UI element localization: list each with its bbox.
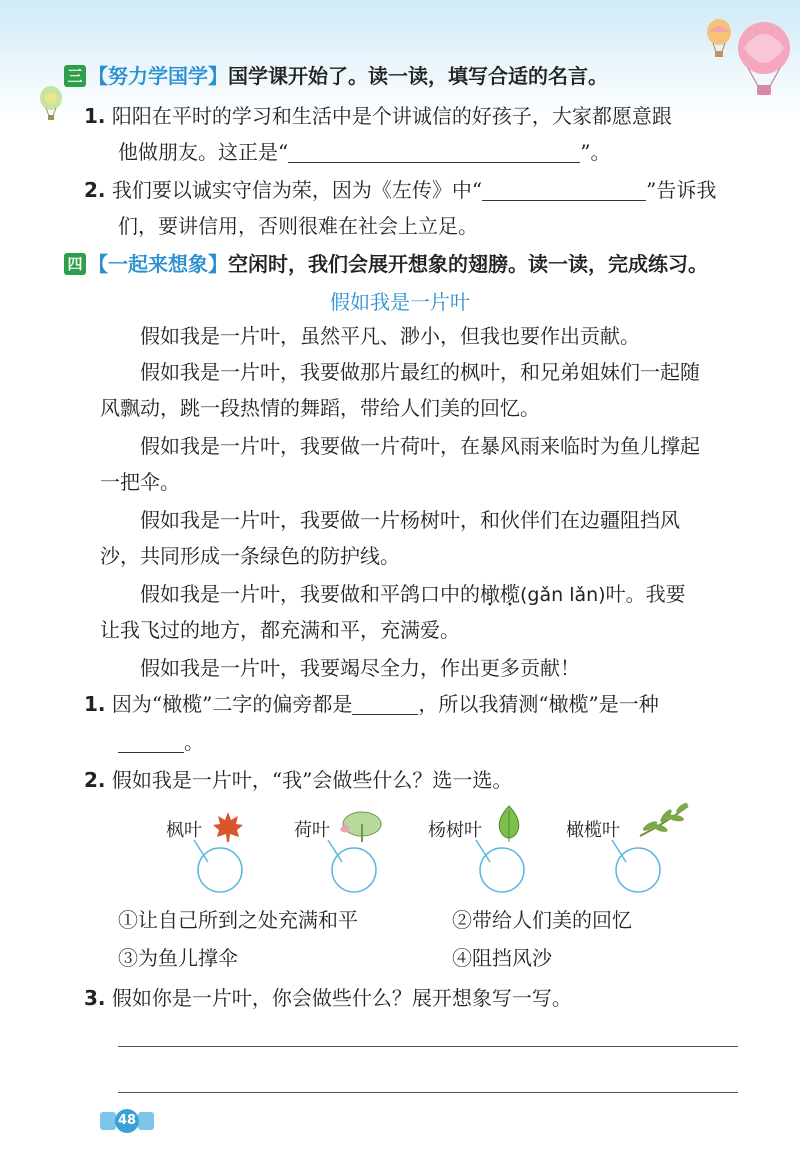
answer-blank[interactable] [288,142,580,163]
question-text: 他做朋友。这正是“ [118,140,289,164]
question-text: 我们要以诚实守信为荣，因为《左传》中“ [111,178,483,202]
leaf-label-olive: 橄榄叶 [566,820,620,841]
option-3: ③为鱼儿撑伞 [118,946,238,970]
question-number: 3. [84,986,106,1010]
question-text: ”。 [580,140,611,164]
writing-line[interactable] [118,1092,738,1093]
question-line [84,176,716,204]
question-line [84,690,659,718]
poem-text: 叶。我要 [605,582,686,606]
poem-paragraph: 假如我是一片叶，我要做一片杨树叶，和伙伴们在边疆阻挡风 [140,508,680,532]
question-line [118,138,610,166]
answer-bubble[interactable] [606,836,666,896]
leaf-label-poplar: 杨树叶 [428,820,482,841]
poem-paragraph: 假如我是一片叶，虽然平凡、渺小，但我也要作出贡献。 [140,324,640,348]
question-text: 阳阳在平时的学习和生活中是个讲诚信的好孩子，大家都愿意跟 [111,104,672,128]
poem-text: 假如我是一片叶，我要做和平鸽口中的 [140,582,480,606]
question-line [84,984,572,1012]
small-balloon-icon [704,18,734,60]
question-text: ”告诉我 [646,178,717,202]
option-2: ②带给人们美的回忆 [452,908,632,932]
leaf-label-maple: 枫叶 [166,820,202,841]
answer-bubble[interactable] [470,836,530,896]
section-number-badge: 三 [64,65,86,87]
pink-balloon-icon [734,22,794,102]
question-number: 1. [84,692,106,716]
answer-blank[interactable] [482,180,646,201]
answer-bubble[interactable] [322,836,382,896]
poem-paragraph: 一把伞。 [100,470,180,494]
section-title: 空闲时，我们会展开想象的翅膀。读一读，完成练习。 [228,252,708,276]
section-number-badge: 四 [64,253,86,275]
poem-title: 假如我是一片叶 [330,290,470,314]
olive-branch-icon [636,802,692,840]
option-1: ①让自己所到之处充满和平 [118,908,358,932]
emphasis-char: 橄 [480,582,500,606]
question-line [118,728,204,756]
question-text: ，所以我猜测“橄榄”是一种 [418,692,659,716]
question-text: 们，要讲信用，否则很难在社会上立足。 [118,214,478,238]
green-balloon-icon [36,84,66,124]
section3-header [64,62,608,90]
question-number: 2. [84,768,106,792]
question-text: 。 [184,730,204,754]
leaf-label-lotus: 荷叶 [294,820,330,841]
poem-paragraph: 假如我是一片叶，我要做那片最红的枫叶，和兄弟姐妹们一起随 [140,360,700,384]
question-text: 假如你是一片叶，你会做些什么？展开想象写一写。 [111,986,572,1010]
poem-paragraph: 假如我是一片叶，我要竭尽全力，作出更多贡献！ [140,656,580,680]
poem-paragraph [140,580,686,609]
section-title: 国学课开始了。读一读，填写合适的名言。 [228,64,608,88]
question-number: 1. [84,104,106,128]
poem-paragraph: 沙，共同形成一条绿色的防护线。 [100,544,400,568]
section4-header [64,250,708,278]
answer-blank[interactable] [118,732,184,753]
question-text: 假如我是一片叶，“我”会做些什么？选一选。 [111,768,513,792]
question-number: 2. [84,178,106,202]
section-tag: 【一起来想象】 [88,252,228,276]
question-line [84,766,512,794]
option-4: ④阻挡风沙 [452,946,552,970]
poem-paragraph: 风飘动，跳一段热情的舞蹈，带给人们美的回忆。 [100,396,540,420]
poem-paragraph: 让我飞过的地方，都充满和平，充满爱。 [100,618,460,642]
answer-bubble[interactable] [188,836,248,896]
emphasis-char: 榄 [500,582,520,606]
poem-paragraph: 假如我是一片叶，我要做一片荷叶，在暴风雨来临时为鱼儿撑起 [140,434,700,458]
question-line [84,102,672,130]
answer-blank[interactable] [352,694,418,715]
pinyin: (gǎn lǎn) [520,584,606,606]
section-tag: 【努力学国学】 [88,64,228,88]
page-number: 48 [117,1113,137,1128]
question-text: 因为“橄榄”二字的偏旁都是 [111,692,353,716]
writing-line[interactable] [118,1046,738,1047]
